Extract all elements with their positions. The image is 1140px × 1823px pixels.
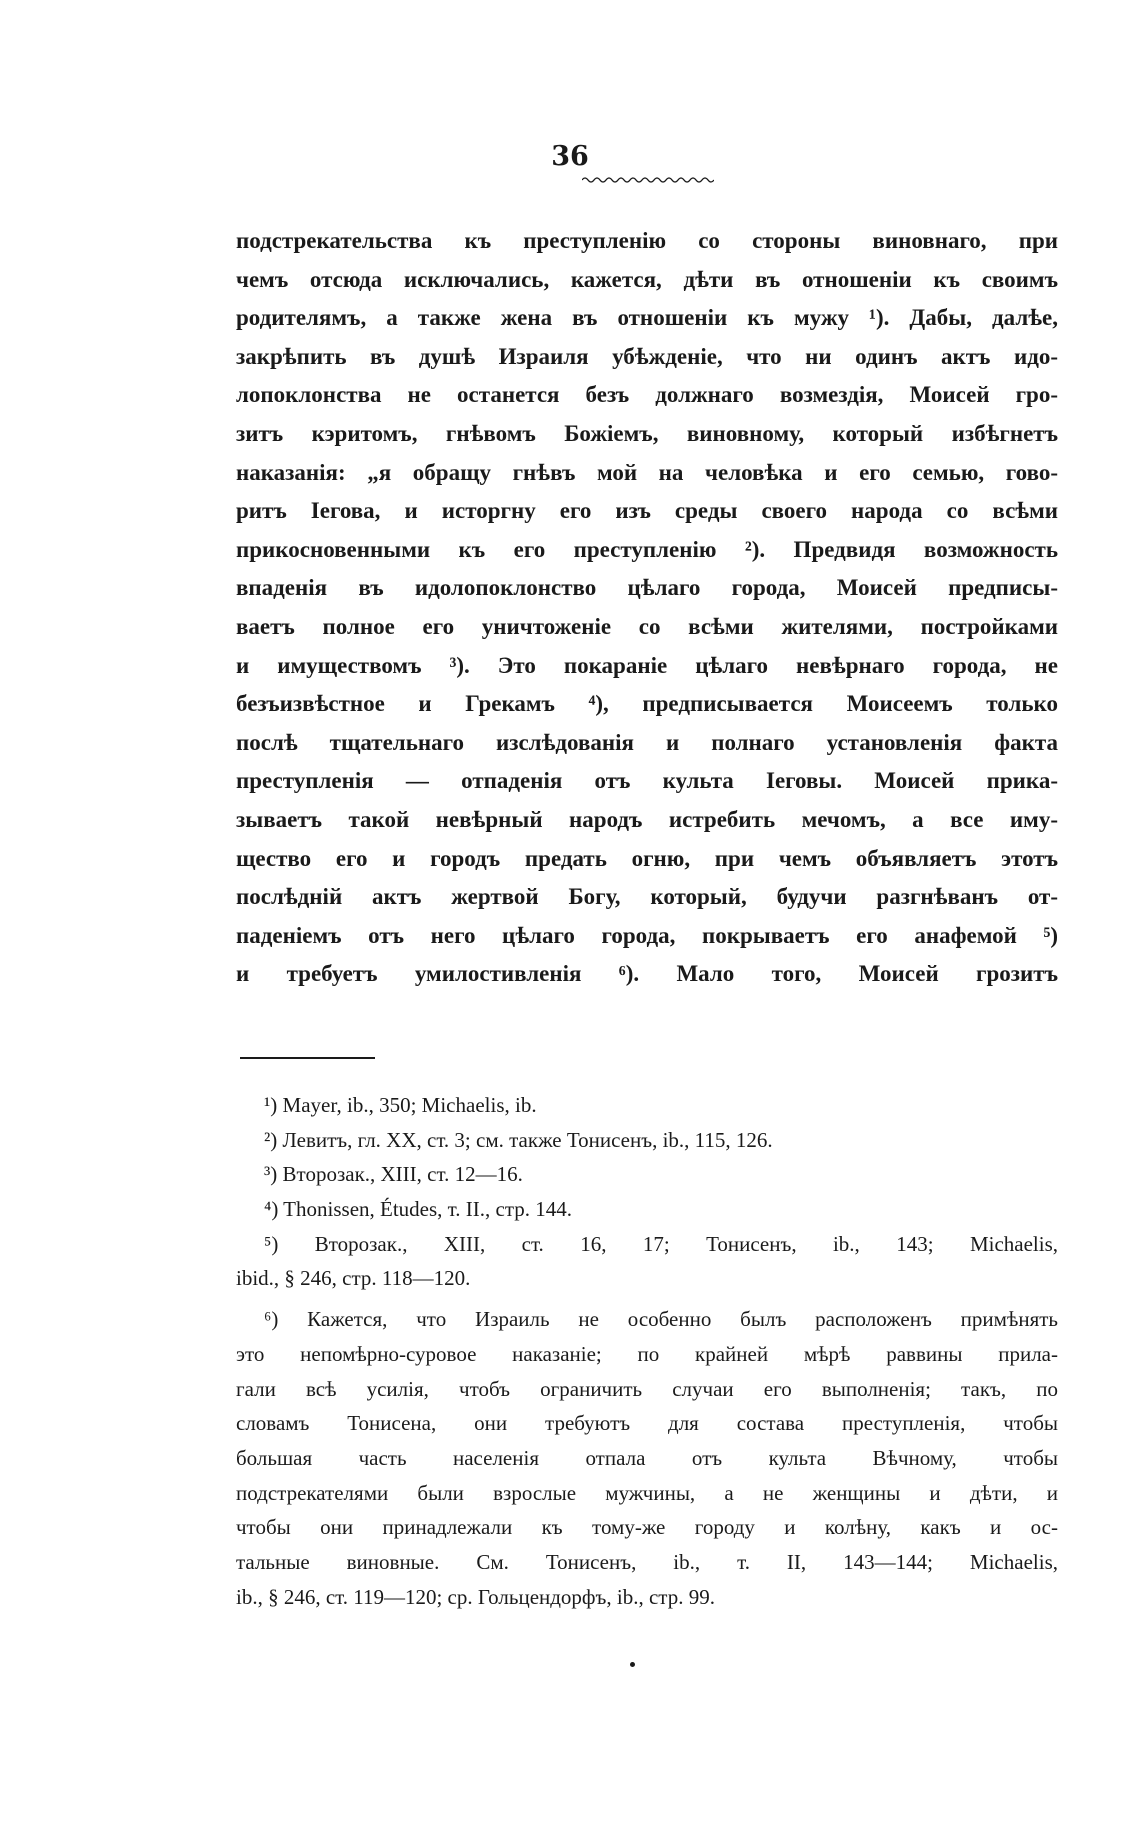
- body-line: паденіемъ отъ него цѣлаго города, покрываетъ его анафемой ⁵): [236, 922, 1058, 948]
- body-line: чемъ отсюда исключались, кажется, дѣти въ отношеніи къ своимъ: [236, 266, 1058, 292]
- body-line: и имуществомъ ³). Это покараніе цѣлаго невѣрнаго города, не: [236, 652, 1058, 678]
- body-line: впаденія въ идолопоклонство цѣлаго города, Моисей предписы-: [236, 575, 1058, 601]
- footnote-6: ⁶) Кажется, что Израиль не особенно былъ расположенъ примѣнять: [264, 1307, 1058, 1332]
- body-line: наказанія: „я обращу гнѣвъ мой на человѣка и его семью, гово-: [236, 459, 1058, 485]
- body-line: родителямъ, а также жена въ отношеніи къ мужу ¹). Дабы, далѣе,: [236, 305, 1058, 331]
- footnote-2: ²) Левитъ, гл. XX, ст. 3; см. также Тонисенъ, ib., 115, 126.: [264, 1127, 773, 1152]
- body-line: ритъ Іегова, и исторгну его изъ среды своего народа со всѣми: [236, 498, 1058, 524]
- footnotes: [236, 1088, 1058, 1614]
- body-line: и требуетъ умилостивленія ⁶). Мало того, Моисей грозитъ: [236, 961, 1058, 987]
- main-text: [236, 222, 1058, 994]
- page-number: 36: [551, 141, 589, 172]
- body-line: послѣ тщательнаго изслѣдованія и полнаго установленія факта: [236, 729, 1058, 755]
- footnote-6-line: чтобы они принадлежали къ тому-же городу и колѣну, какъ и ос-: [236, 1515, 1058, 1540]
- body-line: закрѣпить въ душѣ Израиля убѣжденіе, что ни одинъ актъ идо-: [236, 343, 1058, 369]
- footnote-6-line: словамъ Тонисена, они требуютъ для состава преступленія, чтобы: [236, 1411, 1058, 1436]
- body-line: зитъ кэритомъ, гнѣвомъ Божіемъ, виновному, который избѣгнетъ: [236, 420, 1058, 446]
- ink-speck: [630, 1662, 635, 1667]
- footnote-6-line: это непомѣрно-суровое наказаніе; по крайней мѣрѣ раввины прила-: [236, 1341, 1058, 1366]
- body-line: прикосновенными къ его преступленію ²). Предвидя возможность: [236, 536, 1058, 562]
- body-line: безъизвѣстное и Грекамъ ⁴), предписывается Моисеемъ только: [236, 691, 1058, 717]
- footnote-6-line: подстрекателями были взрослые мужчины, а не женщины и дѣти, и: [236, 1480, 1058, 1505]
- footnote-1: ¹) Mayer, ib., 350; Michaelis, ib.: [264, 1093, 537, 1117]
- body-line: ваетъ полное его уничтоженіе со всѣми жителями, постройками: [236, 613, 1058, 639]
- footnote-3: ³) Второзак., XIII, ст. 12—16.: [264, 1162, 523, 1187]
- footnote-6-line: большая часть населенія отпала отъ культа Вѣчному, чтобы: [236, 1445, 1058, 1470]
- page-number-wavy-rule: [582, 176, 714, 184]
- footnote-6-line: тальные виновные. См. Тонисенъ, ib., т. II, 143—144; Michaelis,: [236, 1549, 1058, 1574]
- footnote-separator: [240, 1057, 375, 1059]
- body-line: лопоклонства не останется безъ должнаго возмездія, Моисей гро-: [236, 382, 1058, 408]
- footnote-6-line: ib., § 246, ст. 119—120; ср. Гольцендорфъ, ib., стр. 99.: [236, 1584, 715, 1609]
- body-line: щество его и городъ предать огню, при чемъ объявляетъ этотъ: [236, 845, 1058, 871]
- body-line: зываетъ такой невѣрный народъ истребить мечомъ, а все иму-: [236, 806, 1058, 832]
- footnote-6-line: гали всѣ усилія, чтобъ ограничить случаи его выполненія; такъ, по: [236, 1376, 1058, 1401]
- footnote-5-continuation: ibid., § 246, стр. 118—120.: [236, 1266, 471, 1291]
- footnote-4: ⁴) Thonissen, Études, т. II., стр. 144.: [264, 1197, 573, 1222]
- footnote-5: ⁵) Второзак., XIII, ст. 16, 17; Тонисенъ, ib., 143; Michaelis,: [264, 1231, 1058, 1256]
- body-line: подстрекательства къ преступленію со стороны виновнаго, при: [236, 228, 1058, 253]
- body-line: преступленія — отпаденія отъ культа Іеговы. Моисей прика-: [236, 768, 1058, 794]
- body-line: послѣдній актъ жертвой Богу, который, будучи разгнѣванъ от-: [236, 884, 1058, 910]
